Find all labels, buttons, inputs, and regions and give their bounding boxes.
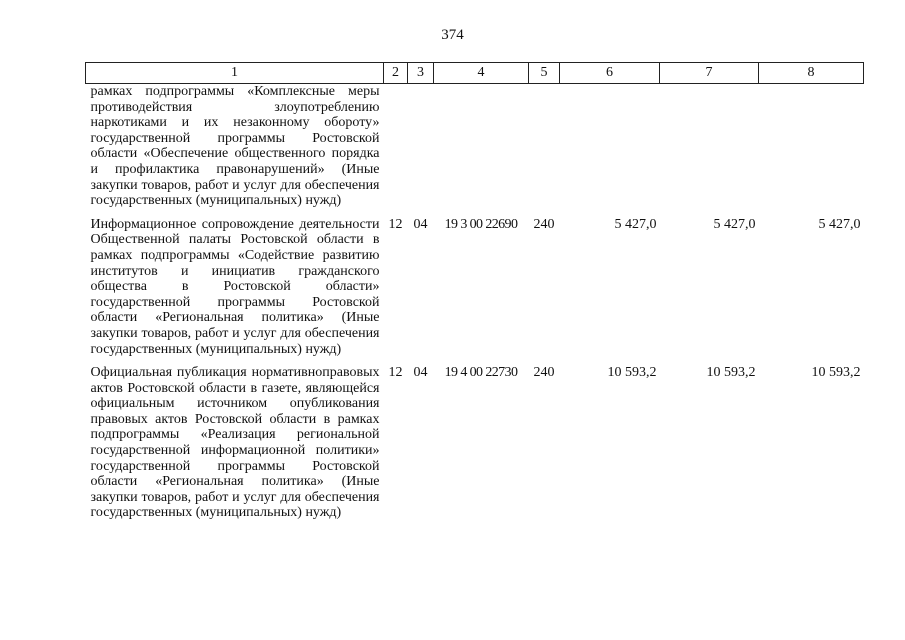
row-amount-1: 5 427,0 bbox=[614, 216, 657, 232]
row-amount-3: 5 427,0 bbox=[818, 216, 861, 232]
row-expense-type: 240 bbox=[533, 365, 555, 381]
header-col-8: 8 bbox=[759, 63, 864, 84]
row-amount-3 bbox=[759, 84, 864, 209]
table-row bbox=[86, 357, 864, 521]
budget-table bbox=[85, 62, 864, 521]
row-amount-1: 10 593,2 bbox=[607, 365, 657, 381]
header-row bbox=[86, 63, 864, 84]
row-amount-1 bbox=[560, 84, 660, 209]
row-subsection: 04 bbox=[413, 365, 428, 381]
row-target-article: 19 4 00 22730 bbox=[444, 365, 518, 381]
header-col-2: 2 bbox=[384, 63, 408, 84]
row-target-article: 19 3 00 22690 bbox=[444, 216, 518, 232]
row-amount-2 bbox=[660, 84, 759, 209]
row-amount-2: 5 427,0 bbox=[713, 216, 756, 232]
table-row bbox=[86, 209, 864, 357]
header-col-1: 1 bbox=[86, 63, 384, 84]
row-subsection: 04 bbox=[413, 216, 428, 232]
header-col-5: 5 bbox=[529, 63, 560, 84]
row-description: Официальная публикация нормативноправовых актов Ростовской области в газете, являющейся официальным источником опубликования правовых актов Ростовской области в рамках подпрограммы «Реализация региональной государственной информационной политики» государственной программы Ростовской области «Региональная политика» (Иные закупки товаров, работ и услуг для обеспечения государственных (муниципальных) нужд) bbox=[90, 365, 380, 521]
row-target-article bbox=[434, 84, 529, 209]
row-expense-type bbox=[529, 84, 560, 209]
header-col-6: 6 bbox=[560, 63, 660, 84]
row-amount-2: 10 593,2 bbox=[706, 365, 756, 381]
page-number: 374 bbox=[441, 27, 464, 43]
table-row bbox=[86, 84, 864, 209]
header-col-3: 3 bbox=[408, 63, 434, 84]
table-header bbox=[86, 63, 864, 84]
row-section: 12 bbox=[388, 216, 403, 232]
row-amount-3: 10 593,2 bbox=[811, 365, 861, 381]
row-description: рамках подпрограммы «Комплексные меры противодействия злоупотреблению наркотиками и их незаконному обороту» государственной программы Ростовской области «Обеспечение общественного порядка и профилактика правонарушений» (Иные закупки товаров, работ и услуг для обеспечения государственных (муниципальных) нужд) bbox=[90, 84, 380, 209]
row-expense-type: 240 bbox=[533, 216, 555, 232]
table-body bbox=[86, 84, 864, 522]
row-description: Информационное сопровождение деятельности Общественной палаты Ростовской области в рамках подпрограммы «Содействие развитию институтов и инициатив гражданского общества в Ростовской области» государственной программы Ростовской области «Региональная политика» (Иные закупки товаров, работ и услуг для обеспечения государственных (муниципальных) нужд) bbox=[90, 216, 380, 357]
header-col-7: 7 bbox=[660, 63, 759, 84]
row-subsection bbox=[408, 84, 434, 209]
row-section: 12 bbox=[388, 365, 403, 381]
row-section bbox=[384, 84, 408, 209]
header-col-4: 4 bbox=[434, 63, 529, 84]
